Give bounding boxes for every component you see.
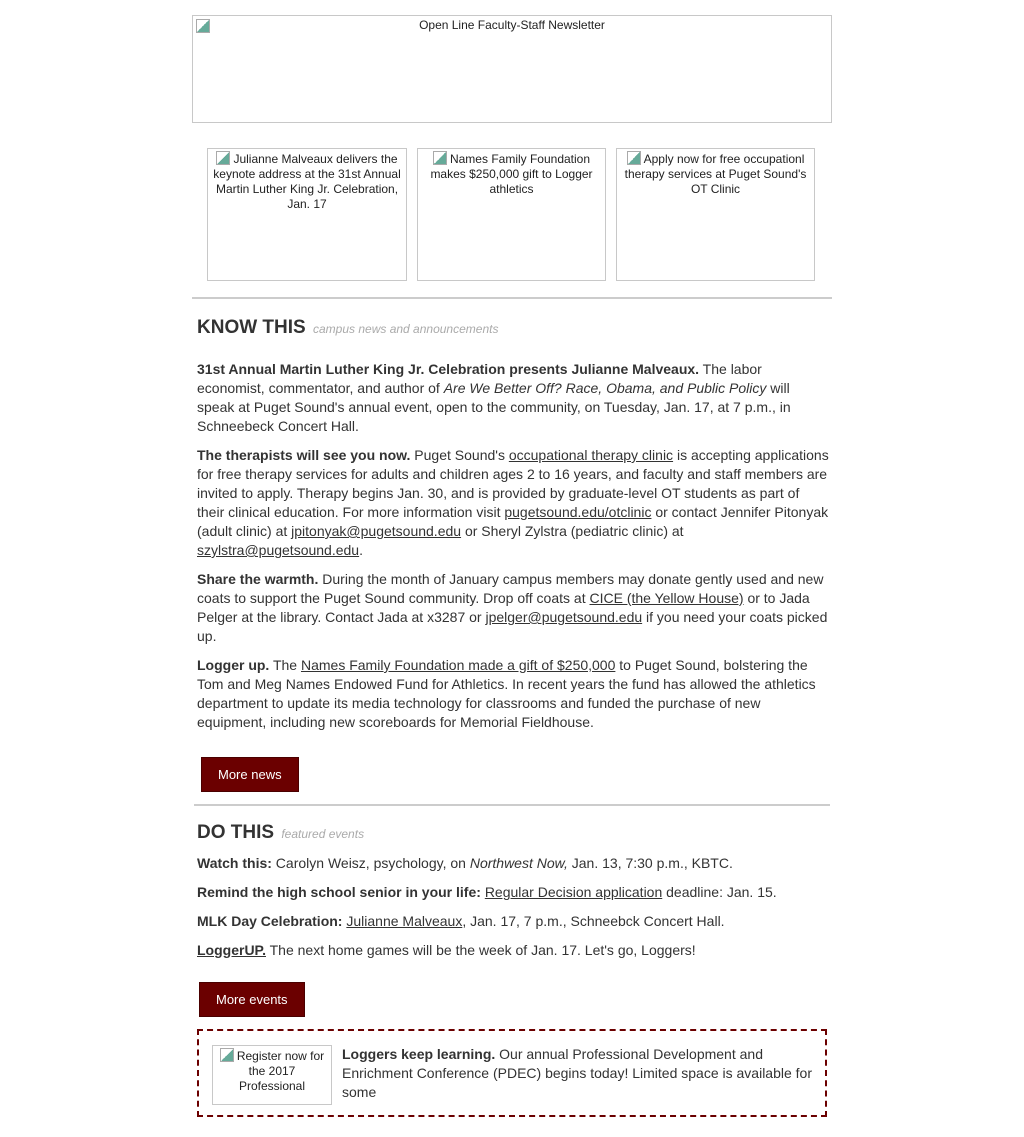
- banner-alt-text: Open Line Faculty-Staff Newsletter: [419, 18, 605, 32]
- news-item-therapists: [197, 446, 829, 560]
- event-item: [197, 941, 829, 960]
- do-this-section: [192, 821, 832, 1017]
- feature-image-otclinic[interactable]: [616, 148, 815, 281]
- event-item: [197, 912, 829, 931]
- item-lead: The therapists will see you now.: [197, 447, 411, 463]
- text: or contact Jennifer Pitonyak (adult clinic) at: [197, 504, 829, 539]
- show-title: Northwest Now,: [469, 855, 568, 871]
- more-news-button[interactable]: More news: [201, 757, 299, 792]
- text: if you need your coats picked up.: [197, 609, 828, 644]
- otclinic-url-link[interactable]: pugetsound.edu/otclinic: [504, 504, 652, 520]
- item-lead: 31st Annual Martin Luther King Jr. Celebration presents Julianne Malveaux.: [197, 361, 700, 377]
- text: to Puget Sound, bolstering the Tom and Meg Names Endowed Fund for Athletics. In recent years the fund has allowed the athletics department to update its media technology for classrooms and funded the purchase of new equipment, including new scoreboards for Memorial Fieldhouse.: [197, 657, 816, 730]
- text: is accepting applications for free therapy services for adults and children ages 2 to 16 years, and faculty and staff members are invited to apply. Therapy begins Jan. 30, and is provided by graduate-level OT students as part of their clinical education. For more information visit: [197, 447, 829, 520]
- pitonyak-email-link[interactable]: jpitonyak@pugetsound.edu: [291, 523, 462, 539]
- broken-image-icon: [216, 151, 230, 165]
- news-item-logger-up: [197, 656, 829, 732]
- heading-subtitle: featured events: [281, 827, 365, 841]
- regular-decision-link[interactable]: Regular Decision application: [484, 884, 663, 900]
- ot-clinic-link[interactable]: occupational therapy clinic: [508, 447, 674, 463]
- broken-image-icon: [627, 151, 641, 165]
- feature-image-mlk[interactable]: [207, 148, 407, 281]
- event-item: [197, 854, 829, 873]
- feature-alt-text: Names Family Foundation makes $250,000 gift to Logger athletics: [430, 152, 593, 196]
- text: will speak at Puget Sound's annual event, open to the community, on Tuesday, Jan. 17, at 7 p.m., in Schneebeck Concert Hall.: [197, 380, 791, 434]
- heading-title: DO THIS: [197, 822, 275, 843]
- text: .: [359, 542, 363, 558]
- feature-alt-text: Apply now for free occupationl therapy services at Puget Sound's OT Clinic: [624, 152, 807, 196]
- feature-image-gift[interactable]: [417, 148, 606, 281]
- know-this-section: [192, 316, 832, 792]
- text: Our annual Professional Development and Enrichment Conference (PDEC) begins today! Limited space is available for some: [342, 1046, 813, 1100]
- news-item-warmth: [197, 570, 829, 646]
- item-lead: Logger up.: [197, 657, 270, 673]
- text: The next home games will be the week of Jan. 17. Let's go, Loggers!: [265, 942, 696, 958]
- item-lead: Share the warmth.: [197, 571, 319, 587]
- zylstra-email-link[interactable]: szylstra@pugetsound.edu: [197, 542, 360, 558]
- newsletter-banner-image: [192, 15, 832, 123]
- item-lead: Remind the high school senior in your life:: [197, 884, 481, 900]
- broken-image-icon: [220, 1048, 234, 1062]
- text: Puget Sound's: [410, 447, 509, 463]
- book-title: Are We Better Off? Race, Obama, and Public Policy: [443, 380, 767, 396]
- text: Carolyn Weisz, psychology, on: [271, 855, 470, 871]
- item-lead: MLK Day Celebration:: [197, 913, 343, 929]
- text: Jan. 13, 7:30 p.m., KBTC.: [567, 855, 733, 871]
- divider: [194, 804, 830, 806]
- broken-image-icon: [433, 151, 447, 165]
- broken-image-icon: [196, 19, 210, 33]
- more-events-button[interactable]: More events: [199, 982, 305, 1017]
- text: The labor economist, commentator, and author of: [197, 361, 762, 396]
- pelger-email-link[interactable]: jpelger@pugetsound.edu: [485, 609, 643, 625]
- section-heading-do-this: [197, 821, 829, 846]
- feature-images: [207, 148, 832, 281]
- cice-link[interactable]: CICE (the Yellow House): [589, 590, 744, 606]
- promo-box: [197, 1029, 827, 1117]
- pdec-alt-text: Register now for the 2017 Professional: [236, 1049, 325, 1093]
- newsletter: [192, 0, 832, 1137]
- loggerup-link[interactable]: LoggerUP.: [197, 942, 266, 958]
- text: or to Jada Pelger at the library. Contact Jada at x3287 or: [197, 590, 810, 625]
- text: During the month of January campus members may donate gently used and new coats to support the Puget Sound community. Drop off coats at: [197, 571, 824, 606]
- pdec-image[interactable]: [212, 1045, 332, 1105]
- text: or Sheryl Zylstra (pediatric clinic) at: [461, 523, 684, 539]
- section-heading-know-this: [197, 316, 829, 341]
- feature-alt-text: Julianne Malveaux delivers the keynote address at the 31st Annual Martin Luther King Jr. Celebration, Jan. 17: [213, 152, 401, 211]
- event-item: [197, 883, 829, 902]
- names-foundation-link[interactable]: Names Family Foundation made a gift of $250,000: [300, 657, 616, 673]
- item-lead: Loggers keep learning.: [342, 1046, 496, 1062]
- news-item-mlk: [197, 360, 829, 436]
- heading-subtitle: campus news and announcements: [313, 322, 499, 336]
- promo-text: [342, 1045, 813, 1102]
- heading-title: KNOW THIS: [197, 317, 306, 338]
- text: deadline: Jan. 15.: [662, 884, 777, 900]
- divider: [192, 297, 832, 299]
- text: , Jan. 17, 7 p.m., Schneebck Concert Hall.: [462, 913, 725, 929]
- text: The: [269, 657, 301, 673]
- item-lead: Watch this:: [197, 855, 272, 871]
- malveaux-link[interactable]: Julianne Malveaux: [346, 913, 463, 929]
